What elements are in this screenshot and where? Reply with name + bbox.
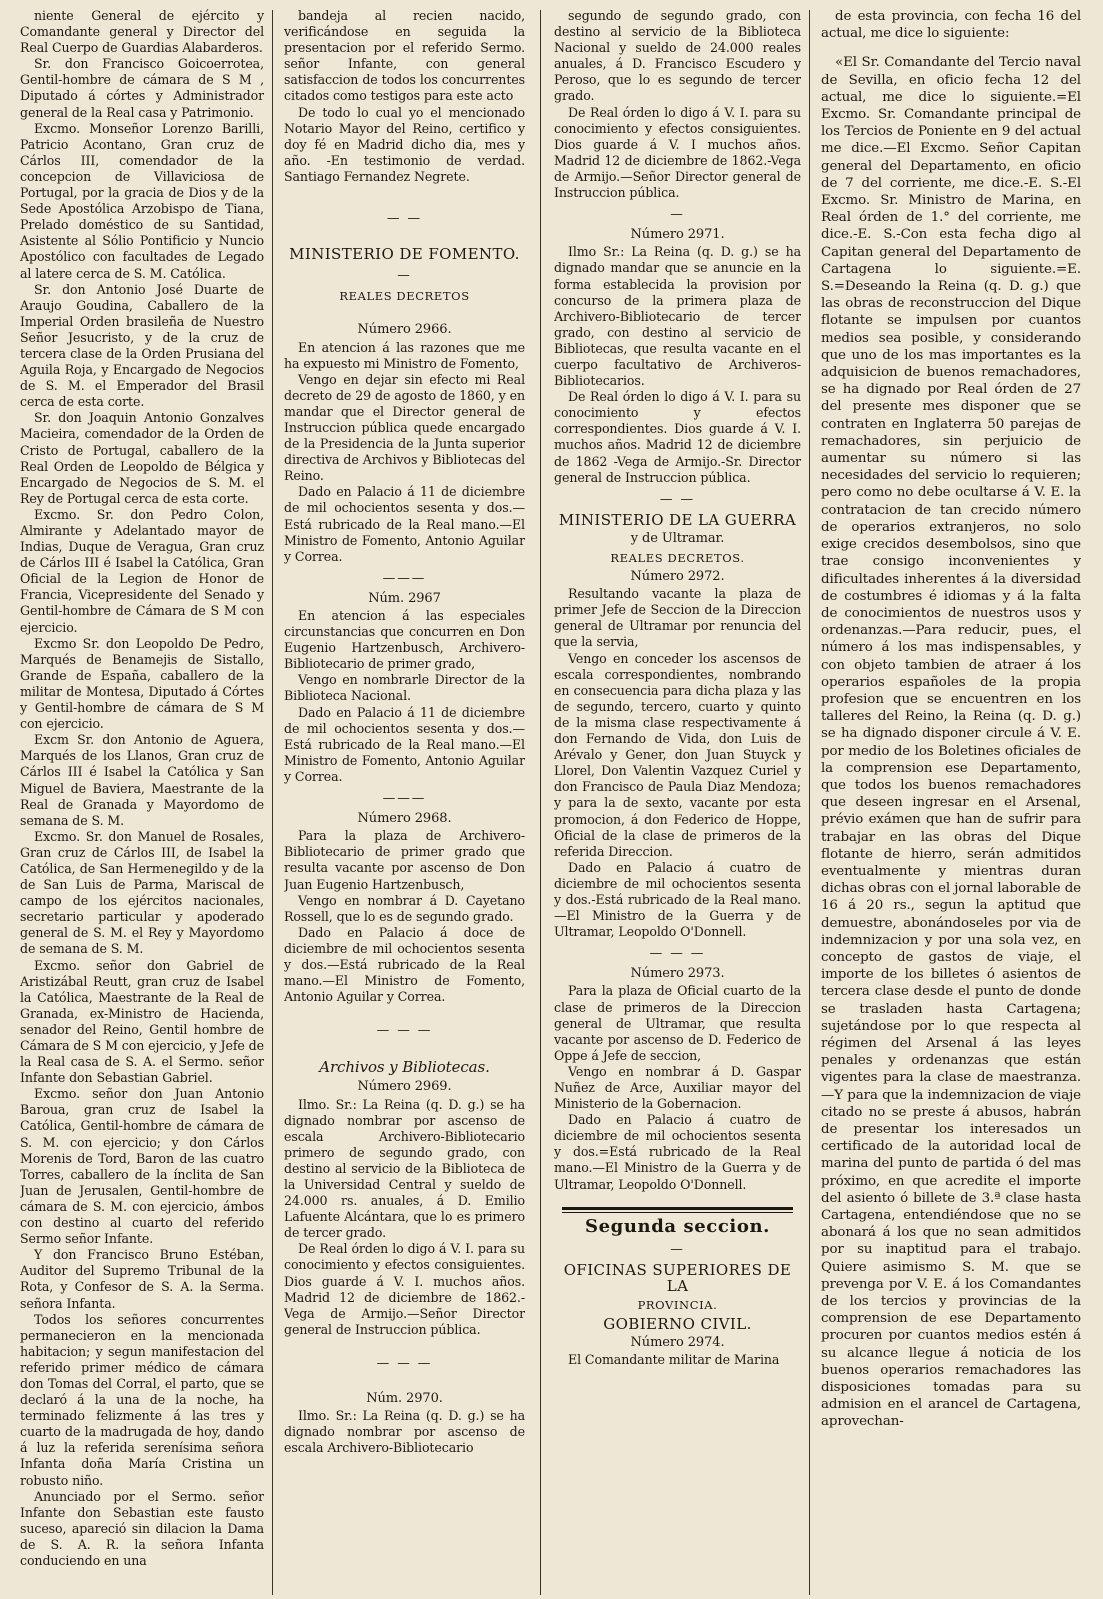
separator-dash: — — [670, 206, 685, 222]
paragraph: Dado en Palacio á cuatro de diciembre de mil ochocientos sesenta y dos.-Está rubricado de la Real mano.—El Ministro de la Guerra y de Ultramar, Leopoldo O'Donnell. — [554, 859, 801, 940]
ministry-heading: MINISTERIO DE FOMENTO. — [289, 245, 520, 264]
order-number: Número 2971. — [630, 227, 725, 243]
ministry-heading: MINISTERIO DE LA GUERRA — [558, 510, 797, 529]
paragraph: Excmo. Monseñor Lorenzo Barilli, Patricio Acontano, Gran cruz de Cárlos III, comendador de la concepcion de Villaviciosa de Portugal, por la gracia de Dios y de la Sede Apostólica Arzobispo de Tiana, Prelado doméstico de su Santidad, Asistente al Sólio Pontificio y Nuncio Apostólico con facultades de Legado al latere cerca de S. M. Católica. — [20, 120, 264, 281]
separator-dash: — — [397, 267, 412, 283]
separator-dash: — — — — [376, 1022, 433, 1038]
decree-number: Núm. 2967 — [368, 590, 441, 606]
order-number: Número 2974. — [630, 1335, 725, 1351]
paragraph: Todos los señores concurrentes permanecieron en la mencionada habitacion; y segun manifestacion del referido primer médico de cámara don Tomas del Corral, el parto, que se declaró á la una de la noche, ha terminado felizmente á las tres y cuarto de la madrugada de hoy, dando á luz la referida serenísima señora Infanta doña María Cristina un robusto niño. — [20, 1311, 264, 1488]
separator-dash: — — — [386, 210, 423, 226]
column-rule — [272, 10, 273, 1595]
decree-number: Número 2966. — [357, 322, 452, 338]
paragraph: Sr. don Antonio José Duarte de Araujo Goudina, Caballero de la Imperial Orden brasileña de Nuestro Señor Jesucristo, y de la cruz de tercera clase de la Orden Prusiana del Aguila Roja, y Encargado de Negocios de S. M. el Emperador del Brasil cerca de esta corte. — [20, 281, 264, 410]
decree-number: Número 2968. — [357, 811, 452, 827]
paragraph: Dado en Palacio á 11 de diciembre de mil ochocientos sesenta y dos.—Está rubricado de la Real mano.—El Ministro de Fomento, Antonio Aguilar y Correa. — [284, 484, 525, 564]
paragraph: De todo lo cual yo el mencionado Notario Mayor del Reino, certifico y doy fé en Madrid dicho dia, mes y año. -En testimonio de verdad. Santiago Fernandez Negrete. — [284, 104, 525, 184]
paragraph: Excmo. señor don Gabriel de Aristizábal Reutt, gran cruz de Isabel la Católica, Maestrante de la Real de Granada, ex-Ministro de Hacienda, senador del Reino, Gentil hombre de Cámara de S M con ejercicio, y Jefe de la Real casa de S. A. el Sermo. señor Infante don Sebastian Gabriel. — [20, 957, 264, 1086]
section-heading: Segunda seccion. — [584, 1215, 771, 1237]
paragraph: Dado en Palacio á 11 de diciembre de mil ochocientos sesenta y dos.—Está rubricado de la Real mano.—El Ministro de Fomento, Antonio Aguilar y Correa. — [284, 704, 525, 784]
paragraph: Para la plaza de Oficial cuarto de la clase de primeros de la Direccion general de Ultramar, que resulta vacante por ascenso de D. Federico de Oppe á Jefe de seccion, — [554, 983, 801, 1063]
paragraph: Vengo en nombrar á D. Gaspar Nuñez de Arce, Auxiliar mayor del Ministerio de la Gobernacion. — [554, 1063, 801, 1112]
decree-number: Número 2972. — [630, 569, 725, 585]
paragraph: Vengo en nombrar á D. Cayetano Rossell, que lo es de segundo grado. — [284, 892, 525, 924]
separator-dash: ——— — [382, 790, 427, 806]
paragraph: Dado en Palacio á cuatro de diciembre de mil ochocientos sesenta y dos.=Está rubricado de la Real mano.—El Ministro de la Guerra y de Ultramar, Leopoldo O'Donnell. — [554, 1112, 801, 1192]
column-3 — [554, 8, 801, 1594]
offices-heading: OFICINAS SUPERIORES DE LA — [563, 1260, 792, 1295]
paragraph: segundo de segundo grado, con destino al servicio de la Biblioteca Nacional y sueldo de 24.000 reales anuales, á D. Francisco Escudero y Peroso, que lo es segundo de tercer grado. — [554, 8, 801, 104]
paragraph: Sr. don Joaquin Antonio Gonzalves Macieira, comendador de la Orden de Cristo de Portugal, caballero de la Real Orden de Leopoldo de Bélgica y Encargado de Negocios de S. M. el Rey de Portugal cerca de esta corte. — [20, 410, 264, 506]
province-heading: PROVINCIA. — [637, 1298, 718, 1313]
paragraph: Excm Sr. don Antonio de Aguera, Marqués de los Llanos, Gran cruz de Cárlos III é Isabel la Católica y San Miguel de Baviera, Maestrante de la Real de Granada y Mayordomo de semana de S. M. — [20, 732, 264, 828]
paragraph: Excmo. Sr. don Manuel de Rosales, Gran cruz de Cárlos III, de Isabel la Católica, de San Hermenegildo y de la de San Luis de Parma, Mariscal de campo de los ejércitos nacionales, secretario particular y apoderado general de S. M. el Rey y Mayordomo de semana de S. M. — [20, 828, 264, 957]
paragraph: De Real órden lo digo á V. I. para su conocimiento y efectos correspondientes. Dios guarde á V. I. muchos años. Madrid 12 de diciembre de 1862 -Vega de Armijo.-Sr. Director general de Instruccion pública. — [554, 389, 801, 485]
separator-dash: — — — [659, 490, 696, 506]
paragraph: bandeja al recien nacido, verificándose en seguida la presentacion por el referido Sermo. señor Infante, con general satisfaccion de todos los concurrentes citados como testigos para este acto — [284, 8, 525, 104]
government-heading: GOBIERNO CIVIL. — [603, 1315, 752, 1334]
column-2 — [284, 8, 525, 1594]
paragraph: Para la plaza de Archivero-Bibliotecario de primer grado que resulta vacante por ascenso de Don Juan Eugenio Hartzenbusch, — [284, 828, 525, 892]
section-heading: Archivos y Bibliotecas. — [319, 1058, 490, 1077]
decree-number: Número 2973. — [630, 966, 725, 982]
paragraph: Y don Francisco Bruno Estéban, Auditor del Supremo Tribunal de la Rota, y Confesor de S. A. la Serma. señora Infanta. — [20, 1247, 264, 1311]
separator-dash: — — — — [376, 1354, 433, 1370]
paragraph: Resultando vacante la plaza de primer Jefe de Seccion de la Direccion general de Ultramar por renuncia del que la servia, — [554, 586, 801, 650]
decrees-heading: REALES DECRETOS. — [610, 551, 745, 565]
paragraph: En atencion á las razones que me ha expuesto mi Ministro de Fomento, — [284, 339, 525, 371]
paragraph: Ilmo Sr.: La Reina (q. D. g.) se ha dignado mandar que se anuncie en la forma establecida la provision por concurso de la primera plaza de Archivero-Bibliotecario de tercer grado, con destino al servicio de Bibliotecas, que resulta vacante en el cuerpo facultativo de Archiveros-Bibliotecarios. — [554, 244, 801, 389]
paragraph: Excmo Sr. don Leopoldo De Pedro, Marqués de Benamejis de Sistallo, Grande de España, caballero de la militar de Montesa, Diputado á Córtes y Gentil-hombre de cámara de S M con ejercicio. — [20, 635, 264, 732]
paragraph: de esta provincia, con fecha 16 del actual, me dice lo siguiente: — [821, 9, 1081, 42]
ministry-subheading: y de Ultramar. — [630, 530, 725, 546]
paragraph: Sr. don Francisco Goicoerrotea, Gentil-hombre de cámara de S M , Diputado á córtes y Administrador general de la Real casa y Patrimonio. — [20, 56, 264, 120]
paragraph: Anunciado por el Sermo. señor Infante don Sebastian este fausto suceso, apareció sin dilacion la Dama de S. A. R. la señora Infanta conduciendo en una — [20, 1488, 264, 1568]
column-1 — [20, 8, 264, 1594]
column-rule — [540, 10, 541, 1595]
paragraph: Ilmo. Sr.: La Reina (q. D. g.) se ha dignado nombrar por ascenso de escala Archivero-Bibliotecario primero de segundo grado, con destino al servicio de la Biblioteca de la Universidad Central y sueldo de 24.000 rs. anuales, á D. Emilio Lafuente Alcántara, que lo es primero de tercer grado. — [284, 1096, 525, 1241]
paragraph: Excmo. Sr. don Pedro Colon, Almirante y Adelantado mayor de Indias, Duque de Veragua, Gran cruz de Cárlos III é Isabel la Católica, Gran Oficial de la Legion de Honor de Francia, Vicepresidente del Senado y Gentil-hombre de Cámara de S M con ejercicio. — [20, 506, 264, 635]
paragraph: En atencion á las especiales circunstancias que concurren en Don Eugenio Hartzenbusch, Archivero-Bibliotecario de primer grado, — [284, 608, 525, 672]
paragraph: «El Sr. Comandante del Tercio naval de Sevilla, en oficio fecha 12 del actual, me dice lo siguiente.=El Excmo. Sr. Comandante principal de los Tercios de Poniente en 9 del actual me dice.—El Excmo. Señor Capitan general del Departamento, en oficio de 7 del corriente, me dice.-E. S.-El Excmo. Sr. Ministro de Marina, en Real órden de 1.° del corriente, me dice.-E. S.-Con esta fecha digo al Capitan general del Departamento de Cartagena lo siguiente.=E. S.=Deseando la Reina (q. D. g.) que las obras de reconstruccion del Dique flotante se impulsen por cuantos medios sea posible, y considerando que uno de los mas importantes es la adquisicion de buenos remachadores, se ha dignado por Real órden de 27 del presente mes disponer que se contraten en Inglaterra 50 parejas de remachadores, sin perjuicio de aumentar su número si las necesidades del servicio lo requieren; pero como no debe ocultarse á V. E. la contratacion de tan crecido número de operarios extranjeros, no solo exige crecidos desembolsos, sino que trae consigo inconvenientes y dificultades inherentes á la diversidad de costumbres é idiomas y á la falta de conocimientos de nuestros usos y ordenanzas.—Para reducir, pues, el número á los mas indispensables, y con objeto tambien de atraer á los operarios españoles de la propia profesion que se encuentren en los talleres del Reino, la Reina (q. D. g.) se ha dignado disponer circule á V. E. por medio de los Boletines oficiales de la comprension ese Departamento, que todos los buenos remachadores que deseen ingresar en el Arsenal, prévio exámen que han de sufrir para trabajar en las obras del Dique flotante de hierro, serán admitidos eventualmente y mientras duran dichas obras con el jornal laborable de 16 á 20 rs., segun la aptitud que demuestre, abonándoseles por via de indemnizacion y por una sola vez, en concepto de gastos de viaje, el importe de los billetes ó asientos de tercera clase desde el punto de donde se trasladen hasta Cartagena; sujetándose por lo que respecta al régimen del Arsenal á las leyes penales y ordenanzas que están vigentes para la clase de maestranza.—Y para que la indemnizacion de viaje citado no se preste á abusos, habrán de presentar los interesados un certificado de la autoridad local de marina del punto de partida ó del mas próximo, en que acredite el importe del asiento ó billete de 3.ª clase hasta Cartagena, entendiéndose que no se abonará á los que no sean admitidos por su inaptitud para el trabajo. Quiere asimismo S. M. que se prevenga por V. E. á los Comandantes de los tercios y provincias de la comprension de ese Departamento procuren por cuantos medios estén á su alcance llegue á noticia de los buenos operarios remachadores las disposiciones tomadas para su admision en el arancel de Cartagena, aprovechan- — [821, 55, 1081, 1430]
paragraph: Excmo. señor don Juan Antonio Baroua, gran cruz de Isabel la Católica, Gentil-hombre de cámara de S. M. con ejercicio; y don Cárlos Morenis de Tord, Baron de las cuatro Torres, caballero de la ínclita de San Juan de Jerusalen, Gentil-hombre de cámara de S. M. con ejercicio, ámbos con destino al cuarto del referido Sermo señor Infante. — [20, 1086, 264, 1247]
paragraph: Vengo en nombrarle Director de la Biblioteca Nacional. — [284, 672, 525, 704]
paragraph: De Real órden lo digo á V. I. para su conocimiento y efectos consiguientes. Dios guarde á V. I. muchos años. Madrid 12 de diciembre de 1862.-Vega de Armijo.—Señor Director general de Instruccion pública. — [284, 1241, 525, 1337]
paragraph: Vengo en dejar sin efecto mi Real decreto de 29 de agosto de 1860, y en mandar que el Director general de Instruccion pública quede encargado de la Presidencia de la Junta superior directiva de Archivos y Bibliotecas del Reino. — [284, 371, 525, 484]
separator-dash: ——— — [382, 569, 427, 585]
paragraph: De Real órden lo digo á V. I. para su conocimiento y efectos consiguientes. Dios guarde á V. I muchos años. Madrid 12 de diciembre de 1862.-Vega de Armijo.—Señor Director general de Instruccion pública. — [554, 104, 801, 201]
order-number: Número 2969. — [357, 1079, 452, 1095]
decrees-heading: REALES DECRETOS — [339, 289, 470, 304]
column-4 — [821, 8, 1081, 1594]
order-number: Núm. 2970. — [366, 1391, 443, 1407]
paragraph: El Comandante militar de Marina — [568, 1352, 780, 1368]
paragraph: Ilmo. Sr.: La Reina (q. D. g.) se ha dignado nombrar por ascenso de escala Archivero-Bibliotecario — [284, 1408, 525, 1456]
column-rule — [809, 10, 810, 1595]
paragraph: niente General de ejército y Comandante general y Director del Real Cuerpo de Guardias Alabarderos. — [20, 8, 264, 56]
separator-dash: — — — — [649, 945, 706, 961]
paragraph: Dado en Palacio á doce de diciembre de mil ochocientos sesenta y dos.—Está rubricado de la Real mano.—El Ministro de Fomento, Antonio Aguilar y Correa. — [284, 924, 525, 1005]
section-rule — [562, 1207, 793, 1213]
paragraph: Vengo en conceder los ascensos de escala correspondientes, nombrando en consecuencia para dicha plaza y las de segundo, tercero, cuarto y quinto de la misma clase respectivamente á don Fernando de Vida, don Luis de Arévalo y Gener, don Juan Stuyck y Llorel, Don Valentin Vazquez Curiel y don Francisco de Paula Diaz Mendoza; y para la de sexto, vacante por esta promocion, á don Federico de Hoppe, Oficial de la clase de primeros de la referida Direccion. — [554, 650, 801, 859]
separator-dash: — — [670, 1240, 685, 1256]
